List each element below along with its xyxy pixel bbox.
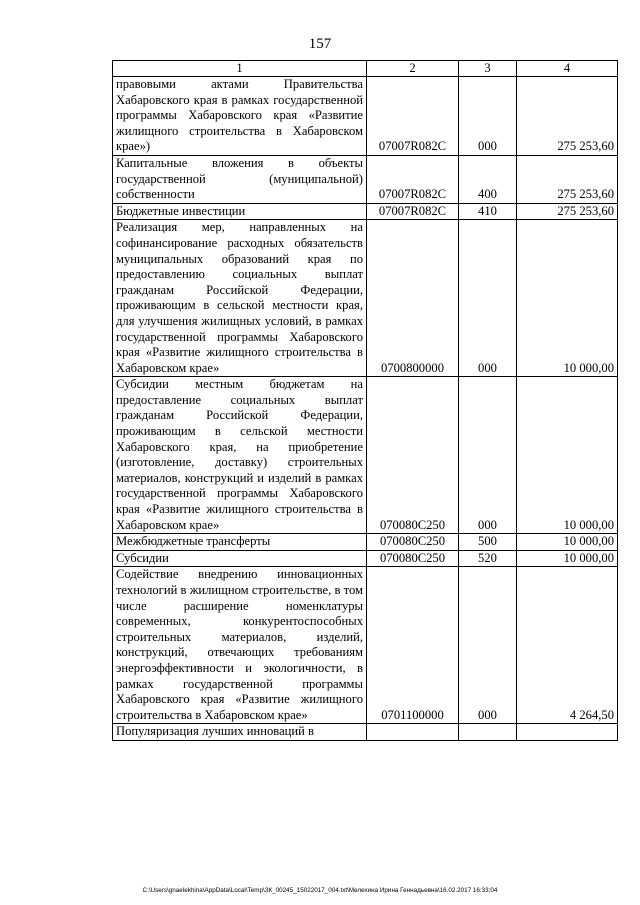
header-col-2: 2 xyxy=(367,61,459,77)
table-row xyxy=(113,550,618,567)
table-row xyxy=(113,534,618,551)
row-sum: 10 000,00 xyxy=(517,550,618,567)
row-name: Субсидии xyxy=(113,550,367,567)
row-vr: 000 xyxy=(459,220,517,377)
row-code: 070080С250 xyxy=(367,550,459,567)
row-code: 0701100000 xyxy=(367,567,459,724)
row-name: Субсидии местным бюджетам на предоставление социальных выплат гражданам Российской Федерации, проживающим в сельской местности Хабаровского края, на приобретение (изготовление, доставку) строительных материалов, конструкций и изделий в рамках государственной программы Хабаровского края «Развитие жилищного строительства в Хабаровском крае» xyxy=(113,377,367,534)
header-col-3: 3 xyxy=(459,61,517,77)
row-vr: 000 xyxy=(459,77,517,156)
row-vr xyxy=(459,724,517,741)
budget-table xyxy=(112,60,618,741)
page-number: 157 xyxy=(308,36,332,52)
row-sum: 10 000,00 xyxy=(517,534,618,551)
row-vr: 520 xyxy=(459,550,517,567)
row-name: Бюджетные инвестиции xyxy=(113,203,367,220)
table-row xyxy=(113,77,618,156)
row-code xyxy=(367,724,459,741)
table-row xyxy=(113,203,618,220)
row-code: 070080С250 xyxy=(367,377,459,534)
row-sum: 10 000,00 xyxy=(517,220,618,377)
row-sum: 4 264,50 xyxy=(517,567,618,724)
row-sum xyxy=(517,724,618,741)
row-code: 07007R082C xyxy=(367,203,459,220)
row-sum: 10 000,00 xyxy=(517,377,618,534)
row-sum: 275 253,60 xyxy=(517,203,618,220)
row-sum: 275 253,60 xyxy=(517,77,618,156)
row-code: 0700800000 xyxy=(367,220,459,377)
row-name: правовыми актами Правительства Хабаровского края в рамках государственной программы Хабаровского края «Развитие жилищного строительства в Хабаровском крае») xyxy=(113,77,367,156)
row-name: Содействие внедрению инновационных технологий в жилищном строительстве, в том числе расширение номенклатуры современных, конкурентоспособных строительных материалов, изделий, конструкций, отвечающих требованиям энергоэффективности и экологичности, в рамках государственной программы Хабаровского края «Развитие жилищного строительства в Хабаровском крае» xyxy=(113,567,367,724)
header-col-1: 1 xyxy=(113,61,367,77)
row-vr: 500 xyxy=(459,534,517,551)
row-vr: 000 xyxy=(459,567,517,724)
row-name: Реализация мер, направленных на софинансирование расходных обязательств муниципальных образований края по предоставлению социальных выплат гражданам Российской Федерации, проживающим в сельской местности края, для улучшения жилищных условий, в рамках государственной программы Хабаровского края «Развитие жилищного строительства в Хабаровском крае» xyxy=(113,220,367,377)
row-sum: 275 253,60 xyxy=(517,155,618,203)
row-vr: 410 xyxy=(459,203,517,220)
row-vr: 400 xyxy=(459,155,517,203)
row-name: Межбюджетные трансферты xyxy=(113,534,367,551)
file-path-footer: C:\Users\gnaelekhina\AppData\Local\Temp\ЗК_00245_15022017_004.txt\Мелехина Ирина Геннадьевна\16.02.2017 16:33:04 xyxy=(142,887,498,894)
row-code: 07007R082C xyxy=(367,77,459,156)
header-row xyxy=(113,61,618,77)
row-code: 070080С250 xyxy=(367,534,459,551)
row-code: 07007R082C xyxy=(367,155,459,203)
row-vr: 000 xyxy=(459,377,517,534)
table-row xyxy=(113,377,618,534)
row-name: Капитальные вложения в объекты государственной (муниципальной) собственности xyxy=(113,155,367,203)
table-row xyxy=(113,220,618,377)
table-row xyxy=(113,724,618,741)
table-row xyxy=(113,155,618,203)
header-col-4: 4 xyxy=(517,61,618,77)
row-name: Популяризация лучших инноваций в xyxy=(113,724,367,741)
table-row xyxy=(113,567,618,724)
